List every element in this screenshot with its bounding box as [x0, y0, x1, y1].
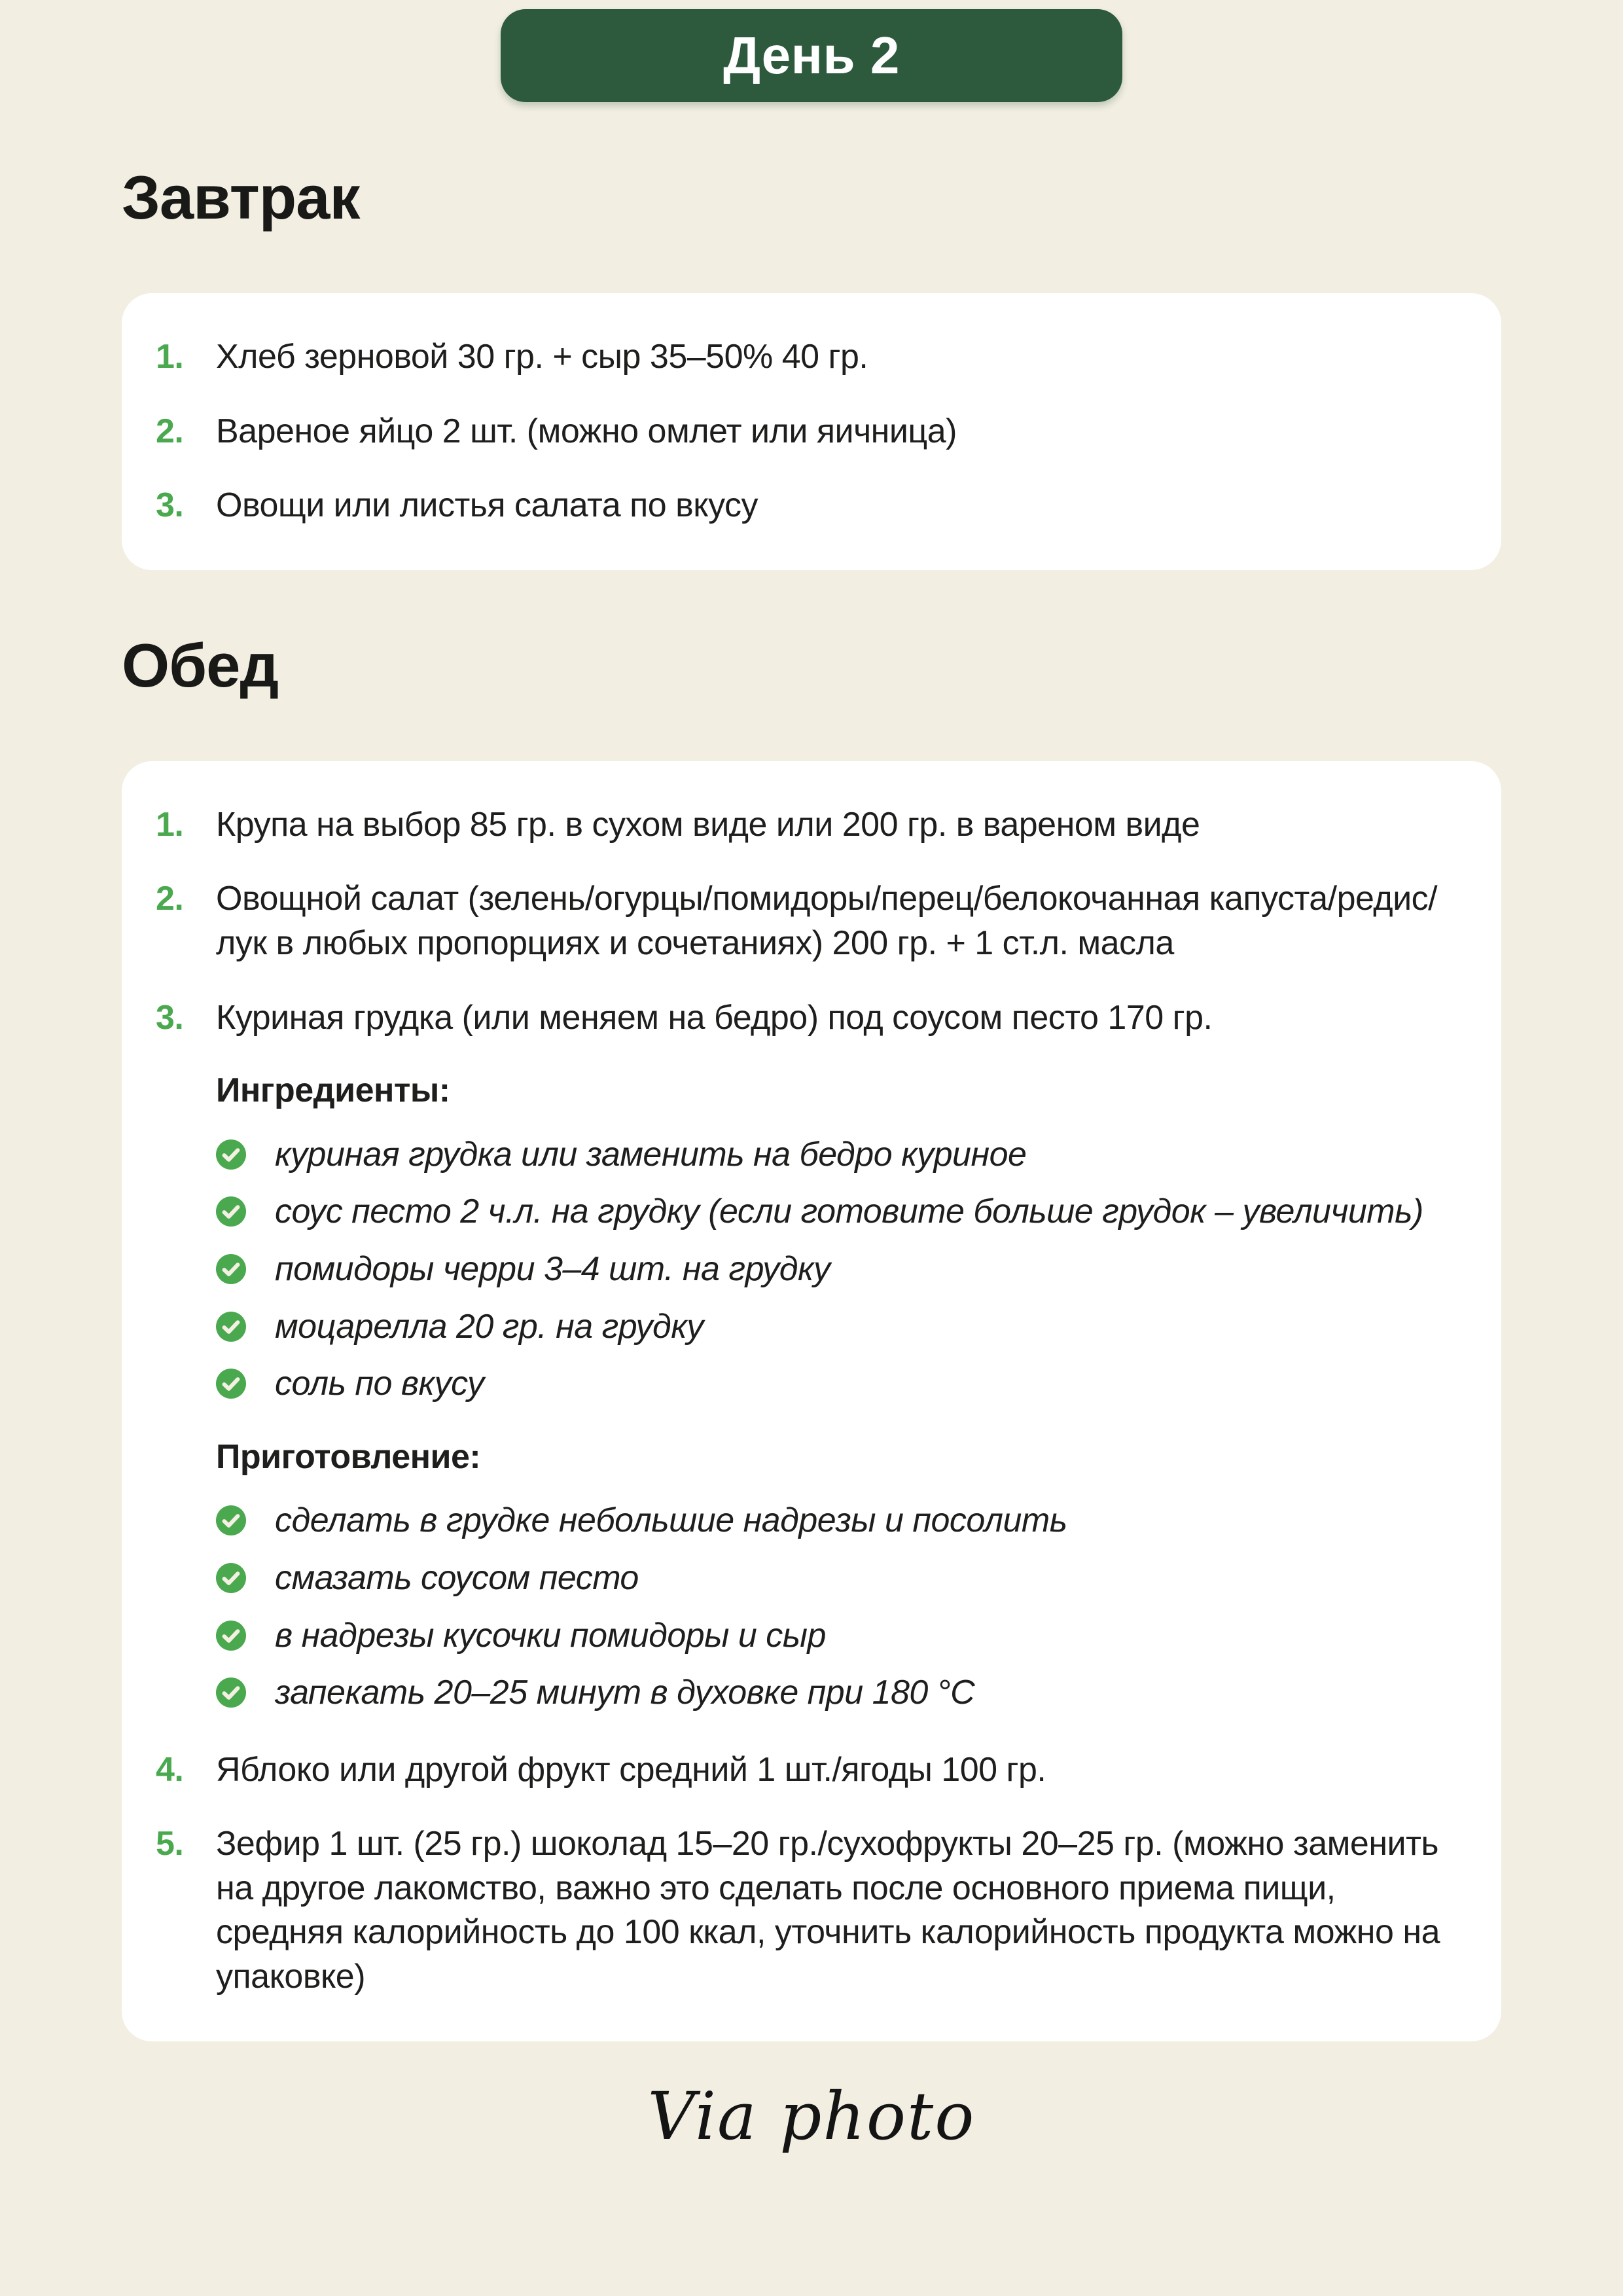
list-item: [156, 877, 1455, 965]
ingredient-bullet: [216, 1305, 1455, 1350]
item-text: Зефир 1 шт. (25 гр.) шоколад 15–20 гр./сухофрукты 20–25 гр. (можно заменить на другое лакомство, важно это сделать после основного приема пищи, средняя калорийность до 100 ккал, уточнить калорийность продукта можно на упаковке): [216, 1825, 1440, 1996]
bullet-text: моцарелла 20 гр. на грудку: [275, 1307, 704, 1346]
bullet-text: в надрезы кусочки помидоры и сыр: [275, 1616, 826, 1655]
item-number: 1.: [156, 338, 184, 376]
section-title-breakfast: Завтрак: [122, 163, 360, 232]
item-text: Овощной салат (зелень/огурцы/помидоры/перец/белокочанная капуста/редис/лук в любых пропорциях и сочетаниях) 200 гр. + 1 ст.л. масла: [216, 880, 1438, 962]
list-item: [156, 335, 1455, 380]
bullet-text: куриная грудка или заменить на бедро куриное: [275, 1135, 1027, 1174]
ingredient-bullet: [216, 1247, 1455, 1292]
item-text: Вареное яйцо 2 шт. (можно омлет или яичница): [216, 412, 957, 450]
item-text: Яблоко или другой фрукт средний 1 шт./ягоды 100 гр.: [216, 1750, 1046, 1789]
ingredient-bullet: [216, 1362, 1455, 1407]
preparation-bullet: [216, 1556, 1455, 1601]
section-title-lunch: Обед: [122, 630, 279, 700]
item-number: 5.: [156, 1825, 184, 1863]
day-badge: [501, 9, 1122, 102]
check-circle-icon: [216, 1254, 246, 1284]
check-circle-icon: [216, 1621, 246, 1651]
bullet-text: запекать 20–25 минут в духовке при 180 °C: [275, 1674, 975, 1712]
ingredient-bullet: [216, 1190, 1455, 1234]
ingredient-bullet: [216, 1133, 1455, 1177]
ingredients-heading: Ингредиенты:: [216, 1071, 450, 1110]
preparation-heading: Приготовление:: [216, 1437, 481, 1476]
bullet-text: сделать в грудке небольшие надрезы и посолить: [275, 1501, 1067, 1540]
list-item: [156, 996, 1455, 1718]
preparation-bullet: [216, 1499, 1455, 1543]
check-circle-icon: [216, 1139, 246, 1170]
item-text: Куриная грудка (или меняем на бедро) под соусом песто 170 гр.: [216, 998, 1213, 1037]
bullet-text: смазать соусом песто: [275, 1558, 639, 1597]
preparation-bullet: [216, 1614, 1455, 1659]
list-item: [156, 803, 1455, 848]
item-number: 3.: [156, 998, 184, 1037]
bullet-text: соус песто 2 ч.л. на грудку (если готовите больше грудок – увеличить): [275, 1193, 1423, 1231]
list-item: [156, 410, 1455, 454]
item-text: Овощи или листья салата по вкусу: [216, 486, 758, 525]
check-circle-icon: [216, 1563, 246, 1593]
item-text: Хлеб зерновой 30 гр. + сыр 35–50% 40 гр.: [216, 338, 868, 376]
list-item: [156, 1748, 1455, 1793]
item-number: 2.: [156, 412, 184, 450]
item-text: Крупа на выбор 85 гр. в сухом виде или 200 гр. в вареном виде: [216, 805, 1200, 844]
check-circle-icon: [216, 1196, 246, 1227]
item-number: 2.: [156, 880, 184, 918]
check-circle-icon: [216, 1312, 246, 1342]
item-number: 4.: [156, 1750, 184, 1789]
list-item: [156, 484, 1455, 528]
item-number: 3.: [156, 486, 184, 525]
bullet-text: помидоры черри 3–4 шт. на грудку: [275, 1249, 830, 1288]
check-circle-icon: [216, 1369, 246, 1399]
lunch-card: [122, 761, 1501, 2041]
list-item: [156, 1822, 1455, 1999]
breakfast-card: [122, 293, 1501, 570]
check-circle-icon: [216, 1505, 246, 1535]
bullet-text: соль по вкусу: [275, 1365, 484, 1403]
day-badge-label: День 2: [723, 26, 900, 84]
item-number: 1.: [156, 805, 184, 844]
check-circle-icon: [216, 1677, 246, 1708]
watermark-signature: Via photo: [647, 2077, 976, 2155]
preparation-bullet: [216, 1671, 1455, 1715]
item-body: [216, 996, 1455, 1718]
